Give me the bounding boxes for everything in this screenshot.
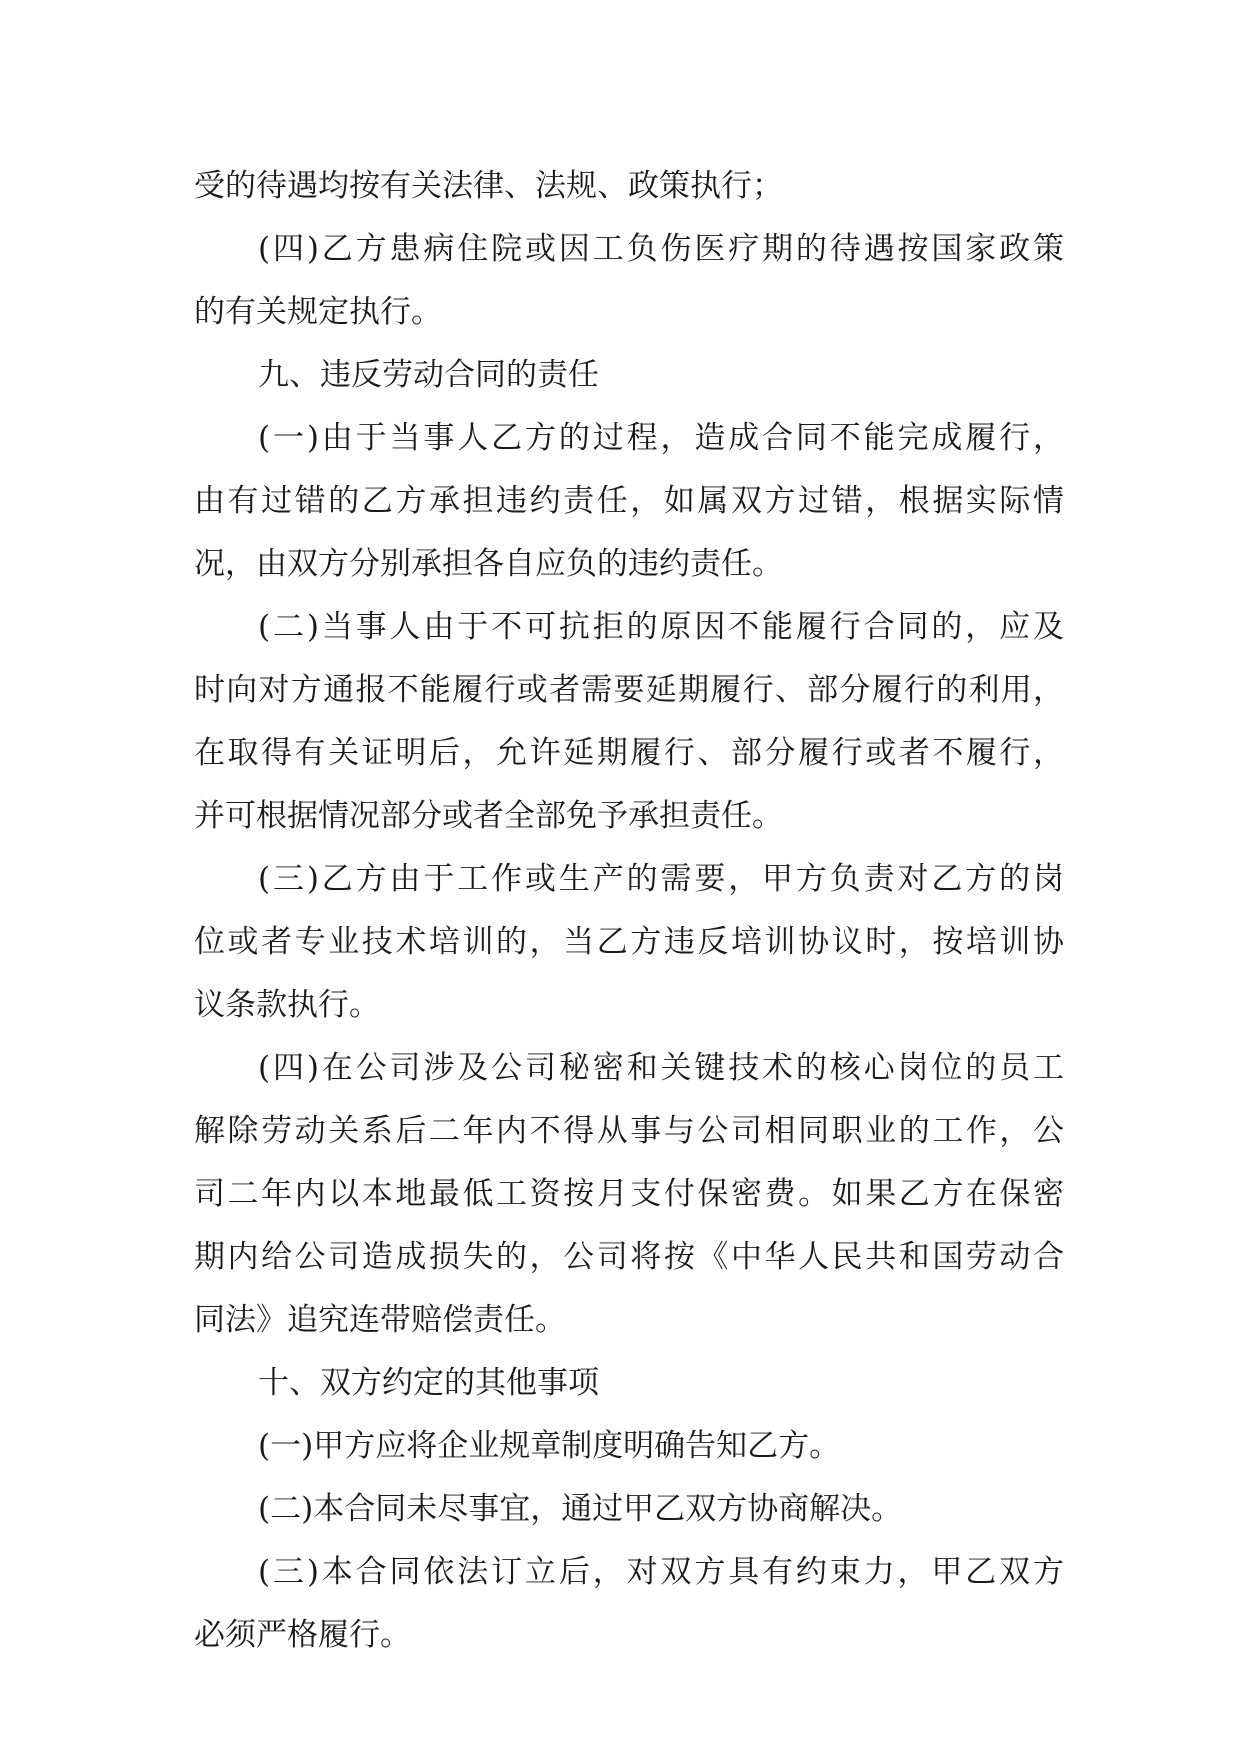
section-heading: 十、双方约定的其他事项 [258, 1365, 599, 1401]
paragraph-line: 同法》追究连带赔偿责任。 [194, 1302, 566, 1338]
section-heading: 九、违反劳动合同的责任 [258, 357, 599, 393]
paragraph-line: 解除劳动关系后二年内不得从事与公司相同职业的工作，公 [194, 1113, 1064, 1149]
paragraph-line: 位或者专业技术培训的，当乙方违反培训协议时，按培训协 [194, 924, 1064, 960]
paragraph-line: (四)在公司涉及公司秘密和关键技术的核心岗位的员工 [258, 1050, 1064, 1086]
paragraph-line: 司二年内以本地最低工资按月支付保密费。如果乙方在保密 [194, 1176, 1064, 1212]
paragraph-line: 议条款执行。 [194, 987, 380, 1023]
paragraph-line: (二)当事人由于不可抗拒的原因不能履行合同的，应及 [258, 609, 1064, 645]
paragraph-line: 时向对方通报不能履行或者需要延期履行、部分履行的利用， [194, 672, 1064, 708]
paragraph-line: 况，由双方分别承担各自应负的违约责任。 [194, 546, 783, 582]
paragraph-line: 必须严格履行。 [194, 1617, 411, 1653]
paragraph-line: 受的待遇均按有关法律、法规、政策执行； [194, 168, 783, 204]
paragraph-line: 在取得有关证明后，允许延期履行、部分履行或者不履行， [194, 735, 1064, 771]
paragraph-line: (三)乙方由于工作或生产的需要，甲方负责对乙方的岗 [258, 861, 1064, 897]
paragraph-line: (二)本合同未尽事宜，通过甲乙双方协商解决。 [258, 1491, 903, 1527]
paragraph-line: (三)本合同依法订立后，对双方具有约束力，甲乙双方 [258, 1554, 1064, 1590]
paragraph-line: 并可根据情况部分或者全部免予承担责任。 [194, 798, 783, 834]
paragraph-line: 由有过错的乙方承担违约责任，如属双方过错，根据实际情 [194, 483, 1064, 519]
paragraph-line: (四)乙方患病住院或因工负伤医疗期的待遇按国家政策 [258, 231, 1064, 267]
paragraph-line: 期内给公司造成损失的，公司将按《中华人民共和国劳动合 [194, 1239, 1064, 1275]
paragraph-line: 的有关规定执行。 [194, 294, 442, 330]
paragraph-line: (一)甲方应将企业规章制度明确告知乙方。 [258, 1428, 841, 1464]
paragraph-line: (一)由于当事人乙方的过程，造成合同不能完成履行， [258, 420, 1064, 456]
